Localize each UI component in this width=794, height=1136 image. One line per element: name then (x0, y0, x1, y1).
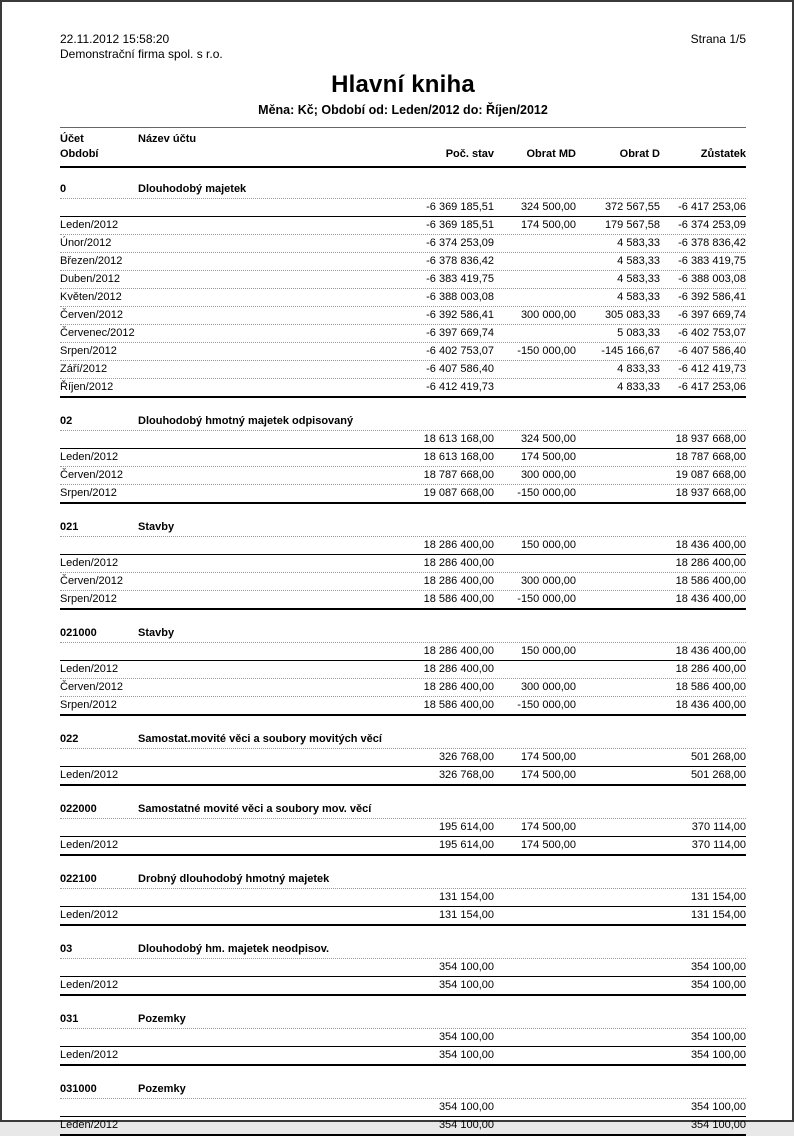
value-obrat-md: 174 500,00 (520, 451, 576, 463)
section-summary-row (60, 819, 746, 837)
summary-zustatek: 354 100,00 (690, 961, 746, 973)
summary-poc-stav: 131 154,00 (438, 891, 494, 903)
section-summary-row (60, 643, 746, 661)
account-section (60, 625, 746, 716)
value-zustatek: 131 154,00 (690, 909, 746, 921)
report-subtitle: Měna: Kč; Období od: Leden/2012 do: Říjen/2012 (258, 103, 548, 117)
account-number: 022100 (60, 873, 97, 885)
summary-poc-stav: 326 768,00 (438, 751, 494, 763)
value-obrat-d: 4 583,33 (617, 291, 660, 303)
period-label: Červen/2012 (60, 575, 123, 587)
value-obrat-d: 179 567,58 (604, 219, 660, 231)
summary-zustatek: 501 268,00 (690, 751, 746, 763)
period-row (60, 361, 746, 379)
period-label: Červen/2012 (60, 681, 123, 693)
period-row (60, 1117, 746, 1136)
summary-zustatek: 18 436 400,00 (675, 539, 746, 551)
summary-obrat-md: 150 000,00 (520, 539, 576, 551)
value-poc-stav: 18 787 668,00 (423, 469, 494, 481)
period-label: Září/2012 (60, 363, 108, 375)
section-summary-row (60, 959, 746, 977)
period-label: Únor/2012 (60, 237, 112, 249)
period-label: Leden/2012 (60, 557, 119, 569)
value-zustatek: 18 286 400,00 (675, 557, 746, 569)
value-obrat-md: 174 500,00 (520, 839, 576, 851)
section-header-row (60, 731, 746, 749)
period-row (60, 307, 746, 325)
section-header-row (60, 181, 746, 199)
value-poc-stav: -6 407 586,40 (426, 363, 494, 375)
table-header-line1 (60, 132, 746, 147)
account-section (60, 1011, 746, 1066)
account-name: Drobný dlouhodobý hmotný majetek (138, 873, 330, 885)
value-poc-stav: 19 087 668,00 (423, 487, 494, 499)
value-poc-stav: 18 586 400,00 (423, 593, 494, 605)
value-obrat-d: 4 583,33 (617, 255, 660, 267)
summary-poc-stav: 354 100,00 (438, 1101, 494, 1113)
value-obrat-d: 4 833,33 (617, 381, 660, 393)
period-label: Březen/2012 (60, 255, 123, 267)
account-section (60, 519, 746, 610)
value-poc-stav: -6 369 185,51 (426, 219, 494, 231)
account-number: 022 (60, 733, 79, 745)
value-poc-stav: -6 374 253,09 (426, 237, 494, 249)
summary-obrat-md: 324 500,00 (520, 433, 576, 445)
table-body (60, 181, 746, 1136)
period-label: Leden/2012 (60, 1049, 119, 1061)
period-label: Srpen/2012 (60, 593, 117, 605)
section-header-row (60, 871, 746, 889)
value-poc-stav: 18 286 400,00 (423, 663, 494, 675)
period-row (60, 235, 746, 253)
value-obrat-md: 300 000,00 (520, 469, 576, 481)
period-row (60, 837, 746, 856)
value-poc-stav: -6 412 419,73 (426, 381, 494, 393)
value-obrat-d: 5 083,33 (617, 327, 660, 339)
value-zustatek: 370 114,00 (691, 839, 746, 851)
period-label: Leden/2012 (60, 663, 119, 675)
account-number: 021 (60, 521, 79, 533)
section-header-row (60, 1011, 746, 1029)
account-name: Samostatné movité věci a soubory mov. věcí (138, 803, 372, 815)
account-name: Pozemky (138, 1013, 186, 1025)
period-row (60, 555, 746, 573)
account-number: 02 (60, 415, 73, 427)
account-section (60, 413, 746, 504)
section-summary-row (60, 1099, 746, 1117)
col-header-zustatek: Zůstatek (700, 148, 746, 160)
value-obrat-d: 4 833,33 (617, 363, 660, 375)
section-header-row (60, 625, 746, 643)
value-zustatek: 18 787 668,00 (675, 451, 746, 463)
section-header-row (60, 941, 746, 959)
value-zustatek: 354 100,00 (690, 1049, 746, 1061)
period-label: Leden/2012 (60, 1119, 119, 1131)
value-zustatek: 18 436 400,00 (675, 699, 746, 711)
value-zustatek: 18 586 400,00 (675, 681, 746, 693)
section-header-row (60, 1081, 746, 1099)
period-row (60, 591, 746, 610)
period-label: Leden/2012 (60, 979, 119, 991)
value-zustatek: -6 407 586,40 (678, 345, 746, 357)
value-zustatek: -6 417 253,06 (678, 381, 746, 393)
value-poc-stav: 131 154,00 (438, 909, 494, 921)
value-obrat-md: -150 000,00 (517, 345, 576, 357)
value-poc-stav: 326 768,00 (438, 769, 494, 781)
value-poc-stav: 18 286 400,00 (423, 557, 494, 569)
period-row (60, 343, 746, 361)
section-header-row (60, 519, 746, 537)
period-label: Říjen/2012 (60, 381, 114, 393)
period-label: Červen/2012 (60, 309, 123, 321)
summary-poc-stav: 354 100,00 (438, 961, 494, 973)
value-zustatek: -6 374 253,09 (678, 219, 746, 231)
summary-poc-stav: 354 100,00 (438, 1031, 494, 1043)
table-header-line2 (60, 147, 746, 162)
account-number: 031000 (60, 1083, 97, 1095)
value-poc-stav: -6 383 419,75 (426, 273, 494, 285)
summary-zustatek: 354 100,00 (690, 1031, 746, 1043)
value-obrat-md: -150 000,00 (517, 487, 576, 499)
summary-zustatek: 131 154,00 (690, 891, 746, 903)
report-meta (60, 32, 746, 62)
account-section (60, 181, 746, 398)
col-header-account: Účet (60, 133, 84, 145)
section-summary-row (60, 431, 746, 449)
summary-poc-stav: -6 369 185,51 (426, 201, 494, 213)
value-zustatek: 18 937 668,00 (675, 487, 746, 499)
period-label: Srpen/2012 (60, 487, 117, 499)
value-zustatek: -6 412 419,73 (678, 363, 746, 375)
summary-poc-stav: 18 613 168,00 (423, 433, 494, 445)
value-obrat-md: 300 000,00 (520, 575, 576, 587)
period-label: Červenec/2012 (60, 327, 135, 339)
value-poc-stav: 18 286 400,00 (423, 681, 494, 693)
period-label: Leden/2012 (60, 219, 119, 231)
value-zustatek: -6 392 586,41 (678, 291, 746, 303)
period-row (60, 449, 746, 467)
col-header-obrat-md: Obrat MD (526, 148, 576, 160)
period-row (60, 767, 746, 786)
value-poc-stav: 18 286 400,00 (423, 575, 494, 587)
period-row (60, 697, 746, 716)
section-summary-row (60, 749, 746, 767)
value-poc-stav: -6 392 586,41 (426, 309, 494, 321)
report-title: Hlavní kniha (331, 71, 475, 98)
period-row (60, 253, 746, 271)
period-row (60, 325, 746, 343)
value-obrat-md: 174 500,00 (520, 769, 576, 781)
value-poc-stav: 354 100,00 (438, 1049, 494, 1061)
value-obrat-d: 4 583,33 (617, 237, 660, 249)
period-label: Srpen/2012 (60, 699, 117, 711)
value-obrat-d: 4 583,33 (617, 273, 660, 285)
col-header-poc-stav: Poč. stav (445, 148, 494, 160)
period-label: Leden/2012 (60, 839, 119, 851)
period-row (60, 467, 746, 485)
account-name: Dlouhodobý hm. majetek neodpisov. (138, 943, 330, 955)
account-name: Dlouhodobý majetek (138, 183, 247, 195)
period-row (60, 217, 746, 235)
period-label: Leden/2012 (60, 769, 119, 781)
period-label: Červen/2012 (60, 469, 123, 481)
period-label: Duben/2012 (60, 273, 120, 285)
period-row (60, 289, 746, 307)
account-name: Samostat.movité věci a soubory movitých věcí (138, 733, 382, 745)
period-row (60, 661, 746, 679)
value-obrat-md: 174 500,00 (520, 219, 576, 231)
summary-obrat-md: 150 000,00 (520, 645, 576, 657)
account-section (60, 1081, 746, 1136)
value-zustatek: -6 383 419,75 (678, 255, 746, 267)
table-header (60, 127, 746, 168)
period-row (60, 271, 746, 289)
value-zustatek: 19 087 668,00 (675, 469, 746, 481)
value-poc-stav: 354 100,00 (438, 1119, 494, 1131)
period-row (60, 907, 746, 926)
col-header-period: Období (60, 148, 99, 160)
account-section (60, 871, 746, 926)
period-label: Leden/2012 (60, 451, 119, 463)
value-obrat-md: -150 000,00 (517, 593, 576, 605)
value-zustatek: 501 268,00 (690, 769, 746, 781)
value-zustatek: -6 388 003,08 (678, 273, 746, 285)
value-zustatek: 18 286 400,00 (675, 663, 746, 675)
summary-obrat-md: 324 500,00 (520, 201, 576, 213)
account-section (60, 941, 746, 996)
period-row (60, 977, 746, 996)
account-name: Pozemky (138, 1083, 186, 1095)
value-poc-stav: 18 586 400,00 (423, 699, 494, 711)
period-row (60, 679, 746, 697)
value-zustatek: -6 402 753,07 (678, 327, 746, 339)
account-number: 022000 (60, 803, 97, 815)
value-poc-stav: -6 378 836,42 (426, 255, 494, 267)
account-section (60, 801, 746, 856)
value-zustatek: 354 100,00 (690, 979, 746, 991)
value-obrat-md: 300 000,00 (520, 681, 576, 693)
value-obrat-d: 305 083,33 (604, 309, 660, 321)
value-obrat-d: -145 166,67 (601, 345, 660, 357)
account-number: 0 (60, 183, 67, 195)
section-summary-row (60, 1029, 746, 1047)
period-row (60, 379, 746, 398)
period-label: Leden/2012 (60, 909, 119, 921)
value-zustatek: 18 436 400,00 (675, 593, 746, 605)
value-poc-stav: -6 388 003,08 (426, 291, 494, 303)
section-summary-row (60, 199, 746, 217)
summary-poc-stav: 18 286 400,00 (423, 645, 494, 657)
period-row (60, 485, 746, 504)
period-row (60, 573, 746, 591)
section-header-row (60, 801, 746, 819)
value-poc-stav: 18 613 168,00 (423, 451, 494, 463)
summary-zustatek: 354 100,00 (690, 1101, 746, 1113)
summary-zustatek: -6 417 253,06 (678, 201, 746, 213)
summary-poc-stav: 195 614,00 (438, 821, 494, 833)
summary-obrat-md: 174 500,00 (520, 821, 576, 833)
account-name: Dlouhodobý hmotný majetek odpisovaný (138, 415, 354, 427)
section-header-row (60, 413, 746, 431)
company-name: Demonstrační firma spol. s r.o. (60, 47, 223, 61)
page-number: Strana 1/5 (690, 32, 746, 46)
value-zustatek: 18 586 400,00 (675, 575, 746, 587)
value-obrat-md: -150 000,00 (517, 699, 576, 711)
account-name: Stavby (138, 627, 175, 639)
period-row (60, 1047, 746, 1066)
value-zustatek: 354 100,00 (690, 1119, 746, 1131)
account-number: 03 (60, 943, 73, 955)
col-header-obrat-d: Obrat D (619, 148, 660, 160)
summary-obrat-md: 174 500,00 (520, 751, 576, 763)
value-poc-stav: 195 614,00 (438, 839, 494, 851)
summary-zustatek: 18 937 668,00 (675, 433, 746, 445)
section-summary-row (60, 889, 746, 907)
value-obrat-md: 300 000,00 (520, 309, 576, 321)
value-poc-stav: 354 100,00 (438, 979, 494, 991)
account-name: Stavby (138, 521, 175, 533)
summary-zustatek: 18 436 400,00 (675, 645, 746, 657)
value-zustatek: -6 378 836,42 (678, 237, 746, 249)
account-number: 031 (60, 1013, 79, 1025)
account-section (60, 731, 746, 786)
value-poc-stav: -6 397 669,74 (426, 327, 494, 339)
account-number: 021000 (60, 627, 97, 639)
summary-poc-stav: 18 286 400,00 (423, 539, 494, 551)
print-datetime: 22.11.2012 15:58:20 (60, 32, 170, 46)
value-zustatek: -6 397 669,74 (678, 309, 746, 321)
value-poc-stav: -6 402 753,07 (426, 345, 494, 357)
section-summary-row (60, 537, 746, 555)
col-header-account-name: Název účtu (138, 133, 197, 145)
summary-zustatek: 370 114,00 (691, 821, 746, 833)
summary-obrat-d: 372 567,55 (604, 201, 660, 213)
period-label: Srpen/2012 (60, 345, 117, 357)
period-label: Květen/2012 (60, 291, 122, 303)
